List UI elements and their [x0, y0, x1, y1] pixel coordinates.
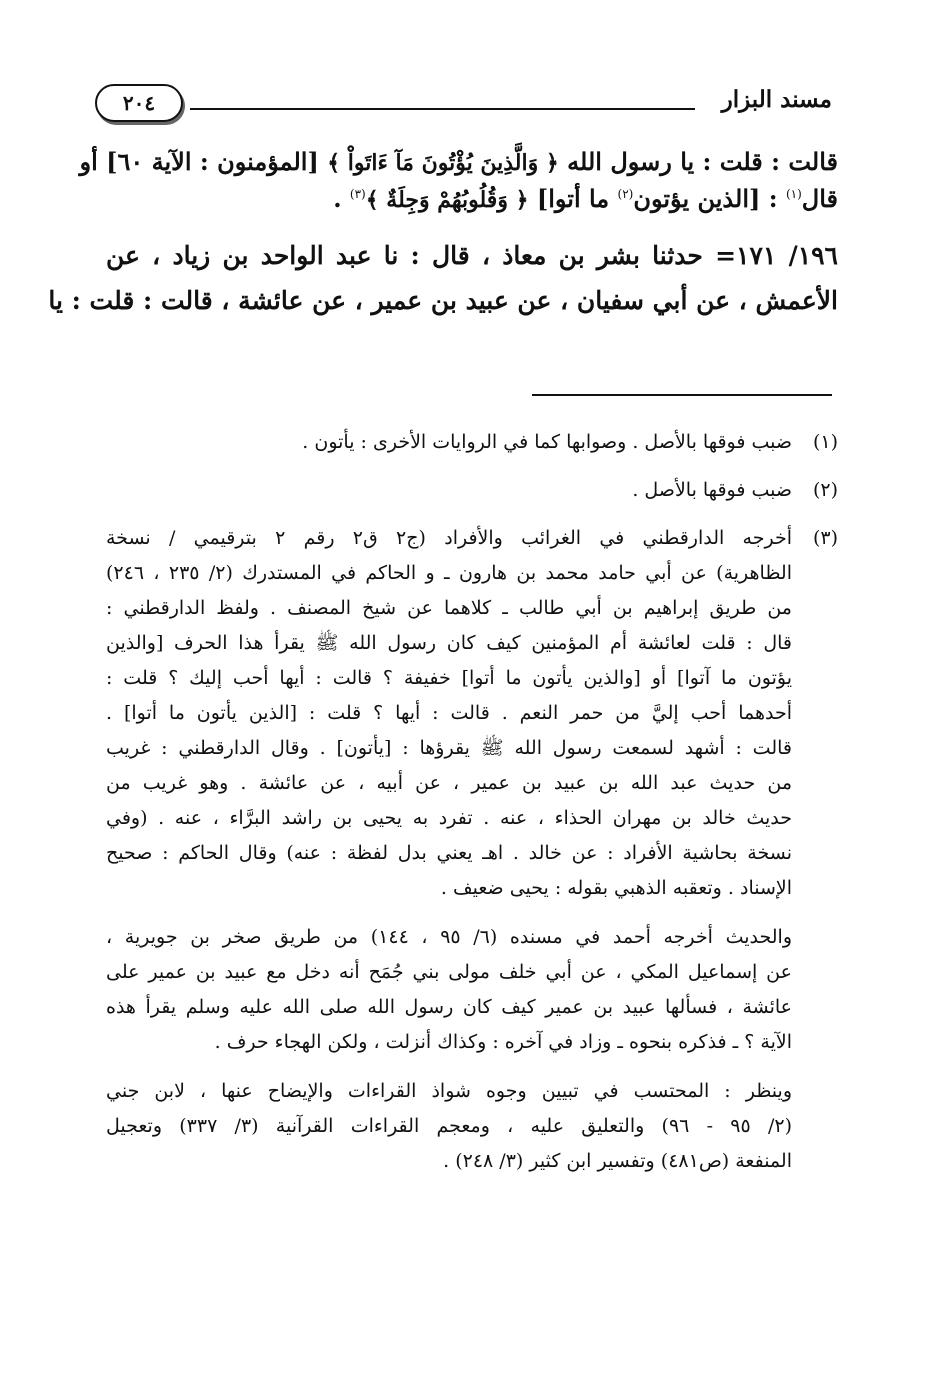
- main-line-2-pre: قال: [801, 184, 838, 213]
- footnote-3-line: من حديث عبد الله بن عبيد بن عمير ، عن أبيه ، عن عائشة . وهو غريب من: [106, 772, 792, 794]
- footnote-ref-2: (٢): [617, 187, 634, 201]
- footnote-3-line: الإسناد . وتعقبه الذهبي بقوله : يحيى ضعيف .: [440, 877, 792, 899]
- footnote-ref-1: (١): [785, 187, 802, 201]
- main-line-2-mid2: ما أتوا]: [528, 184, 618, 213]
- quran-quote-1: ﴿ وَالَّذِينَ يُؤْتُونَ مَآ ءَاتَواْ ﴾: [327, 150, 559, 176]
- footnote-3-line: من طريق إبراهيم بن أبي طالب ـ كلاهما عن شيخ المصنف . ولفظ الدارقطني :: [106, 597, 792, 619]
- main-text: [48, 145, 838, 315]
- footnote-3-body: [106, 521, 792, 1179]
- main-line-2-mid: : [الذين يؤتون: [633, 184, 786, 213]
- footnote-3-line: الظاهرية) عن أبي حامد محمد بن هارون ـ و الحاكم في المستدرك (٢/ ٢٣٥ ، ٢٤٦): [106, 562, 792, 584]
- footnote-1: [106, 425, 838, 460]
- footnote-3-line: قال : قلت لعائشة أم المؤمنين كيف كان رسول الله ﷺ يقرأ هذا الحرف [والذين: [106, 632, 792, 654]
- page-number-badge: ٢٠٤: [95, 84, 183, 122]
- paragraph-2-line: الآية ؟ ـ فذكره بنحوه ـ وزاد في آخره : وكذاك أنزلت ، ولكن الهجاء حرف .: [214, 1031, 792, 1053]
- main-line-1: [79, 147, 838, 176]
- running-title: مسند البزار: [721, 86, 832, 113]
- main-line-1-pre: قالت : قلت : يا رسول الله: [558, 147, 838, 176]
- footnote-3-line: أخرجه الدارقطني في الغرائب والأفراد (ج٢ ق٢ رقم ٢ بترقيمي / نسخة: [106, 527, 792, 549]
- paragraph-3-line: (٢/ ٩٥ - ٩٦) والتعليق عليه ، ومعجم القراءات القرآنية (٣/ ٣٣٧) وتعجيل: [106, 1115, 792, 1137]
- footnote-3-line: يؤتون ما آتوا] أو [والذين يأتون ما أتوا] خفيفة ؟ قالت : أيها أحب إليك ؟ قلت :: [106, 667, 792, 689]
- main-line-2-post: .: [333, 184, 350, 213]
- footnote-3-line: حديث خالد بن مهران الحذاء ، عنه . تفرد به يحيى بن راشد البرَّاء ، عنه . (وفي: [106, 807, 792, 829]
- footnotes: [106, 425, 838, 1179]
- header-rule: [190, 108, 695, 110]
- footnote-3: [106, 521, 838, 1179]
- paragraph-2-line: عائشة ، فسألها عبيد بن عمير كيف كان رسول الله صلى الله عليه وسلم يقرأ هذه: [106, 996, 792, 1018]
- footnote-2: [106, 473, 838, 508]
- footnote-ref-3: (٣): [349, 187, 366, 201]
- main-line-1-post: [المؤمنون : الآية ٦٠] أو: [79, 147, 328, 176]
- footnote-3-paragraph-3: [106, 1074, 792, 1179]
- paragraph-2-line: والحديث أخرجه أحمد في مسنده (٦/ ٩٥ ، ١٤٤) من طريق صخر بن جويرية ،: [106, 926, 792, 948]
- footnote-3-line: أحدهما أحب إليَّ من حمر النعم . قالت : أيها ؟ قلت : [الذين يأتون ما أتوا] .: [106, 702, 792, 724]
- main-line-2: [106, 184, 838, 213]
- quran-quote-2: ﴿ وَقُلُوبُهُمْ وَجِلَةٌ ﴾: [365, 187, 529, 213]
- paragraph-2-line: عن إسماعيل المكي ، عن أبي خلف مولى بني جُمَح أنه دخل مع عبيد بن عمير على: [106, 961, 792, 983]
- footnote-separator: [532, 394, 832, 396]
- footnote-1-number: (١): [812, 431, 838, 453]
- footnote-3-number: (٣): [812, 527, 838, 549]
- footnote-2-text: ضبب فوقها بالأصل .: [632, 479, 792, 501]
- paragraph-3-line: وينظر : المحتسب في تبيين وجوه شواذ القراءات والإيضاح عنها ، لابن جني: [106, 1080, 792, 1102]
- page-header: [95, 80, 840, 128]
- footnote-3-line: نسخة بحاشية الأفراد : عن خالد . اهـ يعني بدل لفظة : عنه) وقال الحاكم : صحيح: [106, 842, 792, 864]
- footnote-1-text: ضبب فوقها بالأصل . وصوابها كما في الروايات الأخرى : يأتون .: [302, 431, 792, 453]
- footnote-3-paragraph-2: [106, 920, 792, 1060]
- hadith-line-1: ١٩٦/ ١٧١= حدثنا بشر بن معاذ ، قال : نا عبد الواحد بن زياد ، عن: [106, 241, 838, 270]
- hadith-line-2: الأعمش ، عن أبي سفيان ، عن عبيد بن عمير ، عن عائشة ، قالت : قلت : يا: [48, 286, 838, 315]
- paragraph-3-line: المنفعة (ص٤٨١) وتفسير ابن كثير (٣/ ٢٤٨) .: [443, 1150, 792, 1172]
- footnote-2-number: (٢): [812, 479, 838, 501]
- footnote-3-line: قالت : أشهد لسمعت رسول الله ﷺ يقرؤها : [يأتون] . وقال الدارقطني : غريب: [106, 737, 792, 759]
